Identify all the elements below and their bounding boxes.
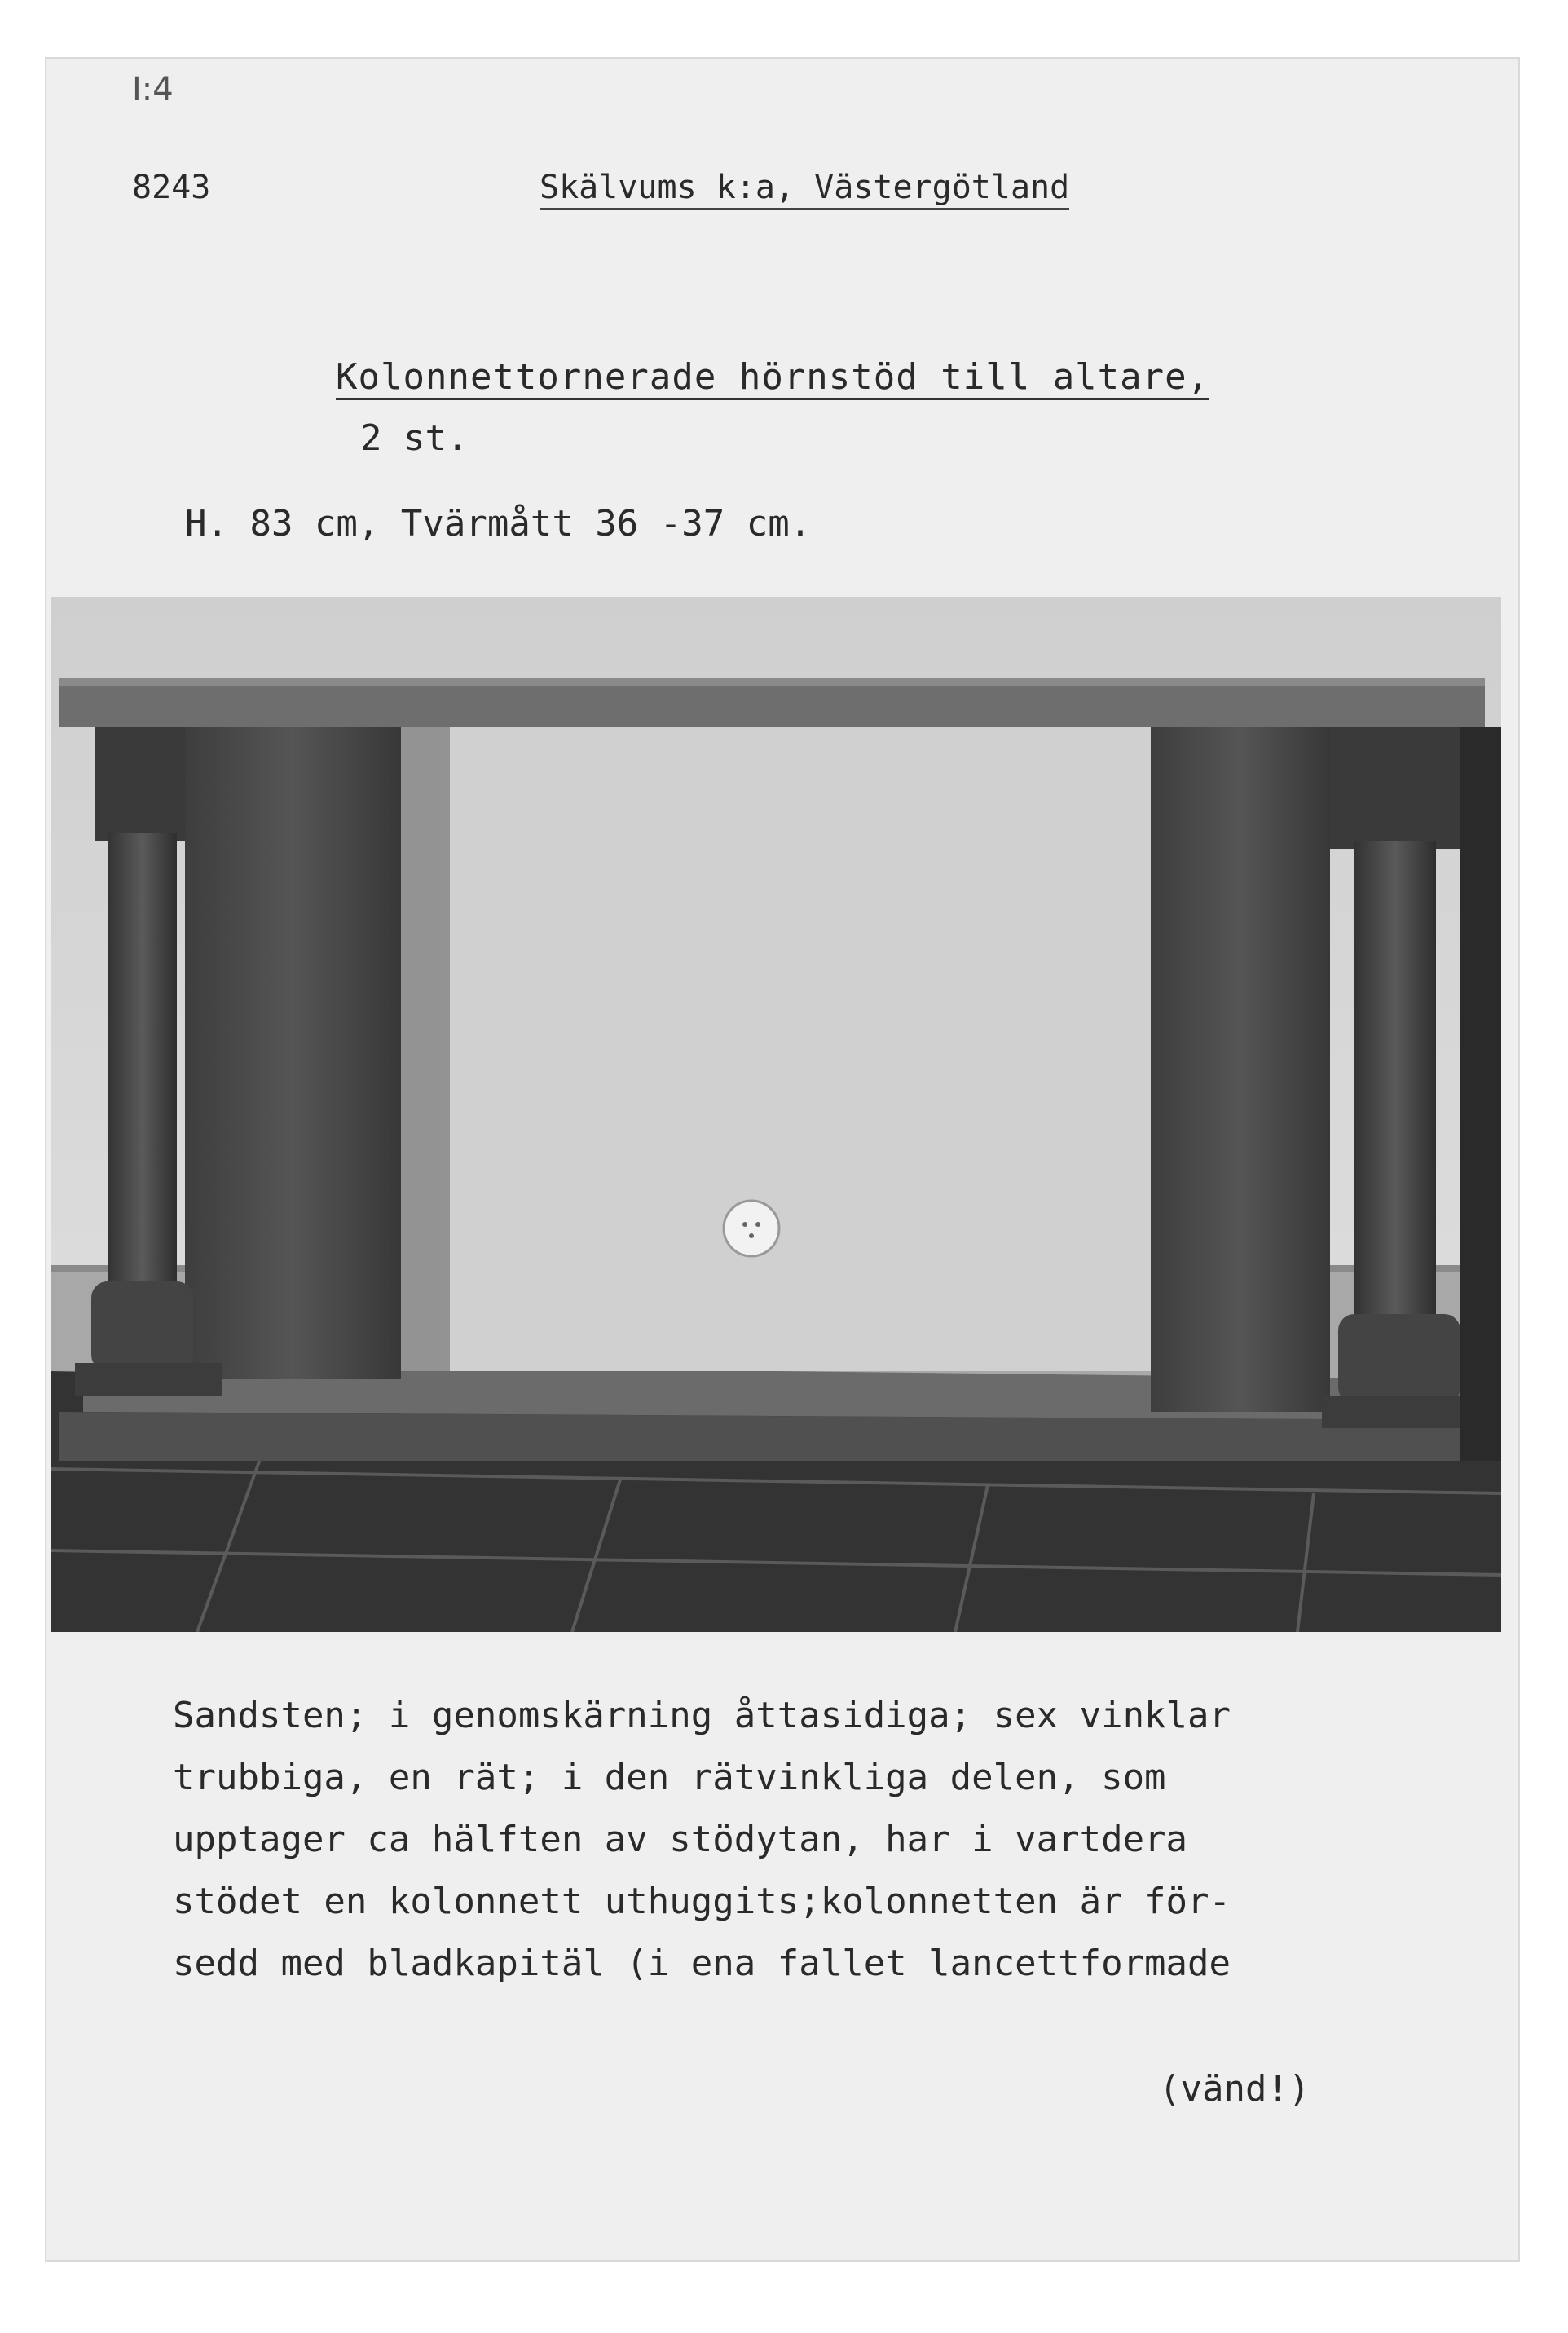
archive-card (45, 57, 1520, 2262)
altar-photo-illustration (51, 597, 1501, 1632)
description-line: trubbiga, en rät; i den rätvinkliga delen, som (173, 1757, 1166, 1798)
description-line: upptager ca hälften av stödytan, har i vartdera (173, 1819, 1188, 1860)
object-title-text: Kolonnettornerade hörnstöd till altare, (336, 356, 1209, 400)
description-line: stödet en kolonnett uthuggits;kolonnetten är för- (173, 1881, 1231, 1922)
description-line: sedd med bladkapitäl (i ena fallet lancettformade (173, 1943, 1231, 1984)
object-title (336, 356, 1209, 398)
quantity: 2 st. (360, 417, 469, 459)
catalog-number: 8243 (132, 169, 211, 206)
handwritten-note: I:4 (132, 71, 174, 108)
description-line: Sandsten; i genomskärning åttasidiga; sex vinklar (173, 1695, 1231, 1736)
location-heading: Skälvums k:a, Västergötland (540, 169, 1069, 210)
object-description (173, 1685, 1231, 1995)
altar-photograph (51, 597, 1501, 1632)
dimensions: H. 83 cm, Tvärmått 36 -37 cm. (185, 503, 812, 545)
turn-over-note: (vänd!) (1159, 2068, 1310, 2110)
